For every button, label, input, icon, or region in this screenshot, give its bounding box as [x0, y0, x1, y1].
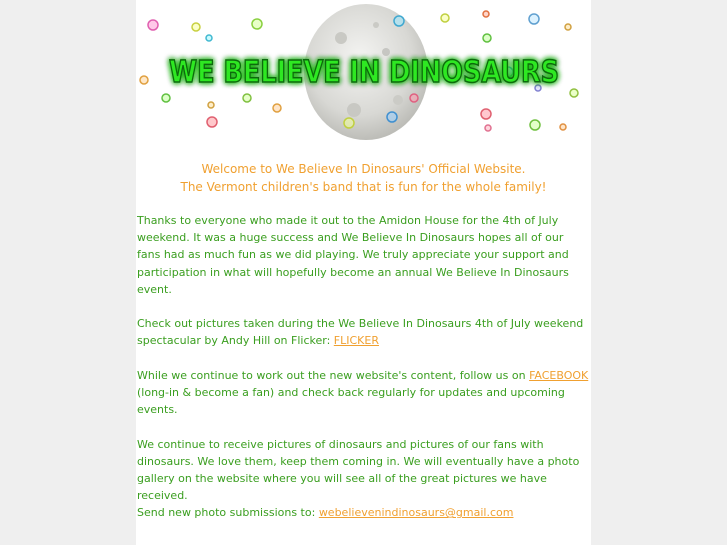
paragraph-thanks: Thanks to everyone who made it out to the Amidon House for the 4th of July weekend. It was a huge success and We Believe In Dinosaurs hopes all of our fans had as much fun as we did playing. We truly appreciate your support and participation in what will hopefully become an annual We Believe In Dinosaurs event.: [137, 214, 569, 296]
welcome-message: [136, 161, 591, 196]
welcome-line-1: Welcome to We Believe In Dinosaurs' Official Website.: [201, 162, 526, 176]
welcome-line-2: The Vermont children's band that is fun for the whole family!: [180, 179, 547, 194]
flicker-link[interactable]: FLICKER: [333, 334, 379, 348]
header-banner: [136, 0, 591, 150]
submissions-text: Send new photo submissions to:: [137, 506, 319, 520]
paragraph-flicker: [137, 315, 589, 349]
paragraph-facebook: [137, 367, 589, 419]
paragraph-facebook-text-after: (long-in & become a fan) and check back regularly for updates and upcoming events.: [137, 386, 565, 417]
email-link[interactable]: webelievenindinosaurs@gmail.com: [318, 506, 514, 520]
paragraph-submissions: [137, 504, 589, 521]
facebook-link[interactable]: FACEBOOK: [529, 368, 589, 382]
main-content: [137, 212, 589, 522]
paragraph-flicker-text: Check out pictures taken during the We Believe In Dinosaurs 4th of July weekend spectacular by Andy Hill on Flicker:: [137, 317, 584, 348]
paragraph-facebook-text-before: While we continue to work out the new website's content, follow us on: [137, 368, 530, 382]
dinosaur-egg-logo: [136, 0, 591, 150]
page-container: [136, 0, 591, 545]
paragraph-pictures: We continue to receive pictures of dinosaurs and pictures of our fans with dinosaurs. We love them, keep them coming in. We will eventually have a photo gallery on the website where you will see all of the great pictures we have received.: [137, 437, 580, 503]
site-logo-text: WE BELIEVE IN DINOSAURS: [169, 55, 559, 90]
